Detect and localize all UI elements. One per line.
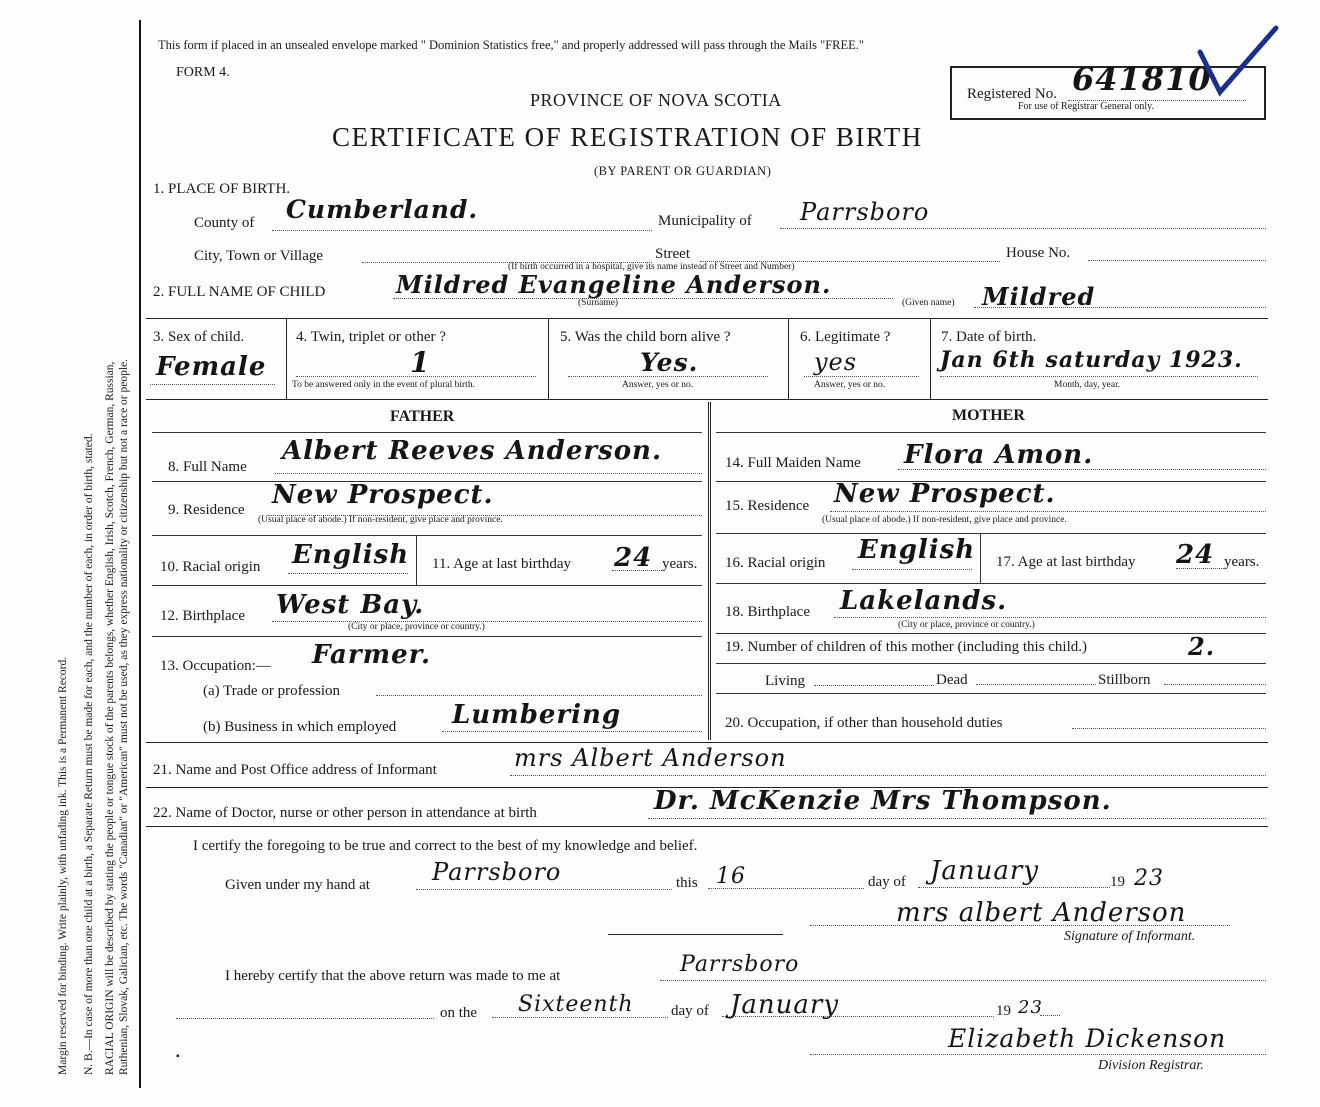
doctor-value: Dr. McKenzie Mrs Thompson.: [654, 786, 1112, 816]
legitimate-label: 6. Legitimate ?: [800, 329, 891, 345]
place-of-birth-heading: 1. PLACE OF BIRTH.: [153, 181, 291, 197]
given-place-value: Parrsboro: [432, 858, 562, 886]
father-occupation-value: Farmer.: [312, 640, 431, 670]
father-occupation-label: 13. Occupation:—: [160, 658, 271, 674]
father-birthplace-note: (City or place, province or country.): [348, 622, 485, 632]
mail-notice: This form if placed in an unsealed envelope marked " Dominion Statistics free," and properly addressed will pass through the Mails "FREE.": [158, 38, 865, 52]
registrar-year-value: 23: [1018, 997, 1043, 1018]
legitimate-value: yes: [814, 348, 858, 376]
mother-race-label: 16. Racial origin: [725, 555, 826, 571]
margin-rule: [139, 20, 141, 1088]
children-count-label: 19. Number of children of this mother (including this child.): [725, 639, 1088, 655]
registered-label: Registered No.: [967, 86, 1057, 102]
mother-birthplace-value: Lakelands.: [840, 586, 1008, 616]
registrar-place-value: Parrsboro: [680, 952, 800, 977]
mother-name-label: 14. Full Maiden Name: [725, 455, 861, 471]
dead-label: Dead: [936, 672, 968, 688]
registrar-signature: Elizabeth Dickenson: [948, 1024, 1227, 1053]
mother-heading: MOTHER: [952, 407, 1025, 424]
mother-residence-label: 15. Residence: [725, 498, 810, 514]
this-label: this: [676, 875, 698, 891]
father-residence-note: (Usual place of abode.) If non-resident, give place and province.: [258, 515, 503, 525]
hospital-note: (If birth occurred in a hospital, give its name instead of Street and Number): [508, 262, 795, 272]
stillborn-label: Stillborn: [1098, 672, 1151, 688]
province-heading: PROVINCE OF NOVA SCOTIA: [530, 90, 782, 110]
this-day-value: 16: [716, 864, 746, 889]
page-title: CERTIFICATE OF REGISTRATION OF BIRTH: [332, 122, 923, 152]
certify-statement: I certify the foregoing to be true and correct to the best of my knowledge and belief.: [193, 838, 698, 854]
mother-residence-note: (Usual place of abode.) If non-resident, give place and province.: [822, 515, 1067, 525]
municipality-label: Municipality of: [658, 213, 752, 229]
county-label: County of: [194, 215, 255, 231]
twin-label: 4. Twin, triplet or other ?: [296, 329, 446, 345]
father-name-value: Albert Reeves Anderson.: [282, 436, 662, 466]
registrar-signature-label: Division Registrar.: [1098, 1058, 1204, 1073]
date-of-birth-note: Month, day, year.: [1054, 380, 1121, 390]
margin-note: Ruthenian, Slovak, Galician, etc. The words "Canadian" or "American" must not be used, as they express nationality or citizenship but not a race or people.: [118, 358, 130, 1075]
checkmark-icon: [1196, 22, 1280, 107]
mother-age-unit: years.: [1224, 554, 1260, 570]
registrar-statement: I hereby certify that the above return was made to me at: [225, 968, 561, 984]
sex-value: Female: [156, 352, 267, 382]
children-count-value: 2.: [1188, 632, 1216, 661]
father-residence-label: 9. Residence: [168, 502, 245, 518]
corner-mark: ▪: [176, 1051, 180, 1062]
child-name-label: 2. FULL NAME OF CHILD: [153, 284, 326, 300]
informant-signature: mrs albert Anderson: [896, 898, 1187, 928]
informant-signature-label: Signature of Informant.: [1064, 929, 1196, 944]
given-name-note: (Given name): [902, 298, 955, 308]
father-age-label: 11. Age at last birthday: [432, 556, 571, 572]
form-number: FORM 4.: [176, 65, 230, 80]
given-under-label: Given under my hand at: [225, 877, 370, 893]
twin-note: To be answered only in the event of plural birth.: [292, 380, 475, 390]
date-of-birth-value: Jan 6th saturday 1923.: [940, 347, 1243, 373]
mother-age-value: 24: [1176, 540, 1215, 570]
registrar-year-prefix: 19: [996, 1003, 1011, 1019]
doctor-label: 22. Name of Doctor, nurse or other person in attendance at birth: [153, 805, 537, 821]
day-of-label: day of: [868, 874, 906, 890]
registrar-note: For use of Registrar General only.: [1018, 101, 1154, 112]
father-name-label: 8. Full Name: [168, 459, 247, 475]
father-birthplace-value: West Bay.: [276, 590, 425, 620]
date-of-birth-label: 7. Date of birth.: [941, 329, 1037, 345]
living-label: Living: [765, 673, 805, 689]
county-value: Cumberland.: [286, 195, 479, 224]
year-value: 23: [1134, 866, 1164, 891]
registrar-month-value: January: [730, 990, 840, 1020]
alive-label: 5. Was the child born alive ?: [560, 329, 731, 345]
sex-label: 3. Sex of child.: [153, 329, 245, 345]
city-label: City, Town or Village: [194, 248, 324, 264]
legitimate-note: Answer, yes or no.: [814, 380, 886, 390]
given-name-value: Mildred: [982, 282, 1096, 311]
registrar-day-of-label: day of: [671, 1003, 709, 1019]
twin-value: 1: [410, 346, 431, 379]
house-label: House No.: [1006, 245, 1071, 261]
municipality-value: Parrsboro: [800, 198, 930, 226]
father-age-unit: years.: [662, 556, 698, 572]
mother-race-value: English: [858, 535, 976, 565]
alive-value: Yes.: [640, 348, 699, 377]
informant-label: 21. Name and Post Office address of Informant: [153, 762, 437, 778]
mother-age-label: 17. Age at last birthday: [996, 554, 1136, 570]
alive-note: Answer, yes or no.: [622, 380, 694, 390]
year-prefix: 19: [1110, 874, 1125, 890]
mother-residence-value: New Prospect.: [834, 479, 1056, 509]
father-birthplace-label: 12. Birthplace: [160, 608, 245, 624]
child-name-value: Mildred Evangeline Anderson.: [396, 270, 832, 299]
on-the-label: on the: [440, 1005, 478, 1021]
month-value: January: [930, 856, 1040, 886]
mother-birthplace-label: 18. Birthplace: [725, 604, 810, 620]
trade-label: (a) Trade or profession: [203, 683, 341, 699]
surname-note: (Surname): [578, 298, 619, 308]
margin-note: Margin reserved for binding. Write plainly, with unfading ink. This is a Permanent Record.: [57, 656, 69, 1075]
business-label: (b) Business in which employed: [203, 719, 397, 735]
father-heading: FATHER: [390, 408, 455, 425]
father-race-value: English: [292, 540, 410, 570]
mother-occupation-label: 20. Occupation, if other than household duties: [725, 715, 1003, 731]
father-age-value: 24: [614, 543, 653, 573]
mother-birthplace-note: (City or place, province or country.): [898, 620, 1035, 630]
page-subtitle: (BY PARENT OR GUARDIAN): [594, 164, 772, 178]
father-residence-value: New Prospect.: [272, 480, 494, 510]
margin-note: RACIAL ORIGIN will be described by stating the people or tongue stock of the parents belongs, whether English, Irish, Scotch, French, German, Russian,: [104, 361, 116, 1075]
margin-note: N. B.—In case of more than one child at a birth, a Separate Return must be made for each, and the number of each, in order of birth, stated.: [83, 433, 95, 1075]
business-value: Lumbering: [452, 700, 622, 730]
informant-value: mrs Albert Anderson: [514, 744, 787, 772]
registered-number: 641810: [1072, 60, 1212, 98]
street-label: Street: [655, 246, 690, 262]
registrar-day-value: Sixteenth: [518, 992, 634, 1017]
mother-name-value: Flora Amon.: [904, 440, 1094, 470]
father-race-label: 10. Racial origin: [160, 559, 261, 575]
